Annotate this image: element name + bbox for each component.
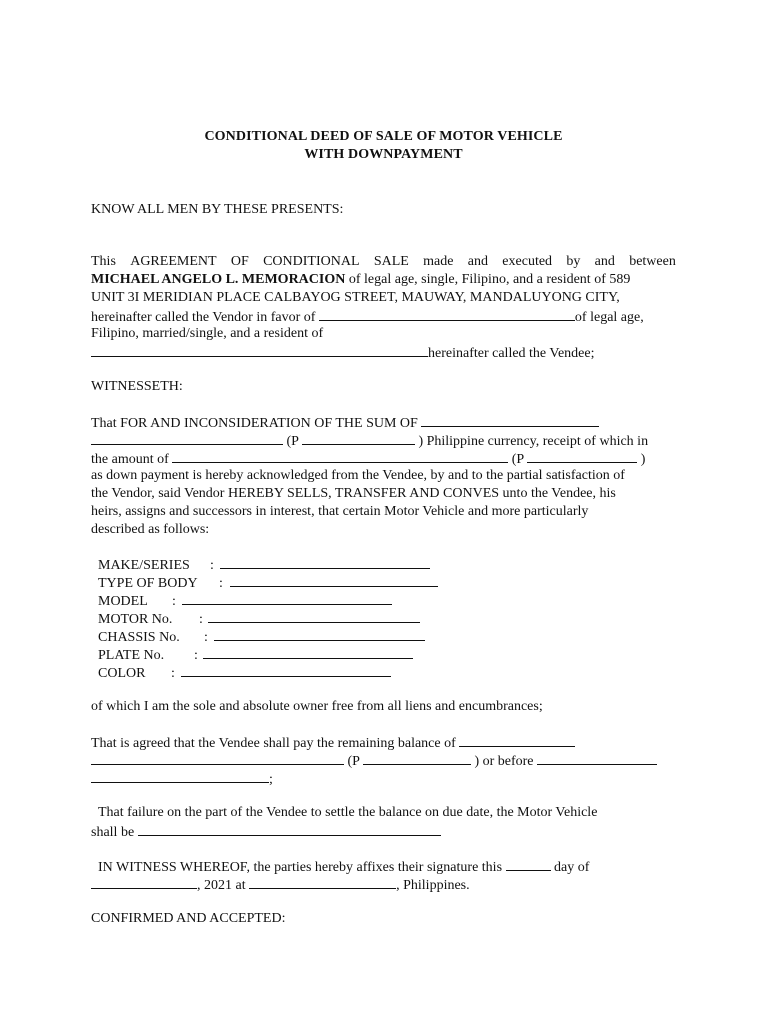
document-page (91, 0, 676, 1024)
field-type-of-body: TYPE OF BODY : (98, 573, 438, 593)
para4-line1: That failure on the part of the Vendee to settle the balance on due date, the Motor Vehicle (98, 805, 598, 820)
para1-line3: UNIT 3I MERIDIAN PLACE CALBAYOG STREET, MAUWAY, MANDALUYONG CITY, (91, 290, 620, 305)
field-chassis-no: CHASSIS No. : (98, 627, 425, 647)
field-plate-no: PLATE No. : (98, 645, 413, 665)
document-title-line2: WITH DOWNPAYMENT (304, 147, 463, 162)
ownership-statement: of which I am the sole and absolute owner free from all liens and encumbrances; (91, 699, 543, 714)
total-sum-figures-blank[interactable] (302, 431, 415, 445)
signing-day-blank[interactable] (506, 857, 551, 871)
color-blank[interactable] (181, 663, 391, 677)
field-motor-no: MOTOR No. : (98, 609, 420, 629)
total-sum-words-blank[interactable] (421, 413, 599, 427)
para2-line5: the Vendor, said Vendor HEREBY SELLS, TRANSFER AND CONVES unto the Vendee, his (91, 486, 616, 501)
vehicle-status-blank[interactable] (138, 822, 441, 836)
para2-line7: described as follows: (91, 522, 210, 537)
balance-figures-blank[interactable] (363, 751, 471, 765)
closing-confirmation: CONFIRMED AND ACCEPTED: (91, 911, 286, 926)
chassis-no-blank[interactable] (214, 627, 425, 641)
downpayment-words-blank[interactable] (172, 449, 508, 463)
make-series-blank[interactable] (220, 555, 430, 569)
plate-no-blank[interactable] (203, 645, 413, 659)
para2-line6: heirs, assigns and successors in interest, that certain Motor Vehicle and more particularly (91, 504, 589, 519)
type-of-body-blank[interactable] (230, 573, 438, 587)
vendor-name: MICHAEL ANGELO L. MEMORACION (91, 272, 346, 287)
downpayment-figures-blank[interactable] (527, 449, 637, 463)
field-model: MODEL : (98, 591, 392, 611)
model-blank[interactable] (182, 591, 392, 605)
total-sum-words-blank-cont[interactable] (91, 431, 283, 445)
document-title-line1: CONDITIONAL DEED OF SALE OF MOTOR VEHICLE (204, 129, 563, 144)
opening-phrase: KNOW ALL MEN BY THESE PRESENTS: (91, 202, 344, 217)
para4-line2: shall be (91, 822, 441, 842)
para3-line3: ; (91, 769, 273, 789)
para1-line5: Filipino, married/single, and a resident of (91, 326, 324, 341)
motor-no-blank[interactable] (208, 609, 420, 623)
field-color: COLOR : (98, 663, 391, 683)
para3-line2: (P ) or before (91, 751, 657, 771)
witnesseth-heading: WITNESSETH: (91, 379, 183, 394)
para5-line1: IN WITNESS WHEREOF, the parties hereby affixes their signature this day of (91, 857, 589, 877)
signing-place-blank[interactable] (249, 875, 396, 889)
field-make-series: MAKE/SERIES : (98, 555, 430, 575)
para2-line2: (P ) Philippine currency, receipt of which in (91, 431, 648, 451)
para1-line6: hereinafter called the Vendee; (91, 343, 594, 363)
para3-line1: That is agreed that the Vendee shall pay the remaining balance of (91, 733, 575, 753)
vendee-name-blank[interactable] (319, 307, 575, 321)
due-date-blank[interactable] (537, 751, 657, 765)
balance-words-blank-cont[interactable] (91, 751, 344, 765)
para5-line2: , 2021 at , Philippines. (91, 875, 470, 895)
para2-line1: That FOR AND INCONSIDERATION OF THE SUM OF (91, 413, 599, 433)
para1-line2: MICHAEL ANGELO L. MEMORACION of legal age, single, Filipino, and a resident of 589 (91, 272, 631, 287)
balance-words-blank[interactable] (459, 733, 575, 747)
due-date-blank-cont[interactable] (91, 769, 269, 783)
para2-line4: as down payment is hereby acknowledged from the Vendee, by and to the partial satisfaction of (91, 468, 625, 483)
signing-month-blank[interactable] (91, 875, 197, 889)
para1-line4: hereinafter called the Vendor in favor of of legal age, (91, 307, 644, 327)
vendee-address-blank[interactable] (91, 343, 428, 357)
para2-line3: the amount of (P ) (91, 449, 645, 469)
para1-line1: This AGREEMENT OF CONDITIONAL SALE made and executed by and between (91, 254, 676, 269)
